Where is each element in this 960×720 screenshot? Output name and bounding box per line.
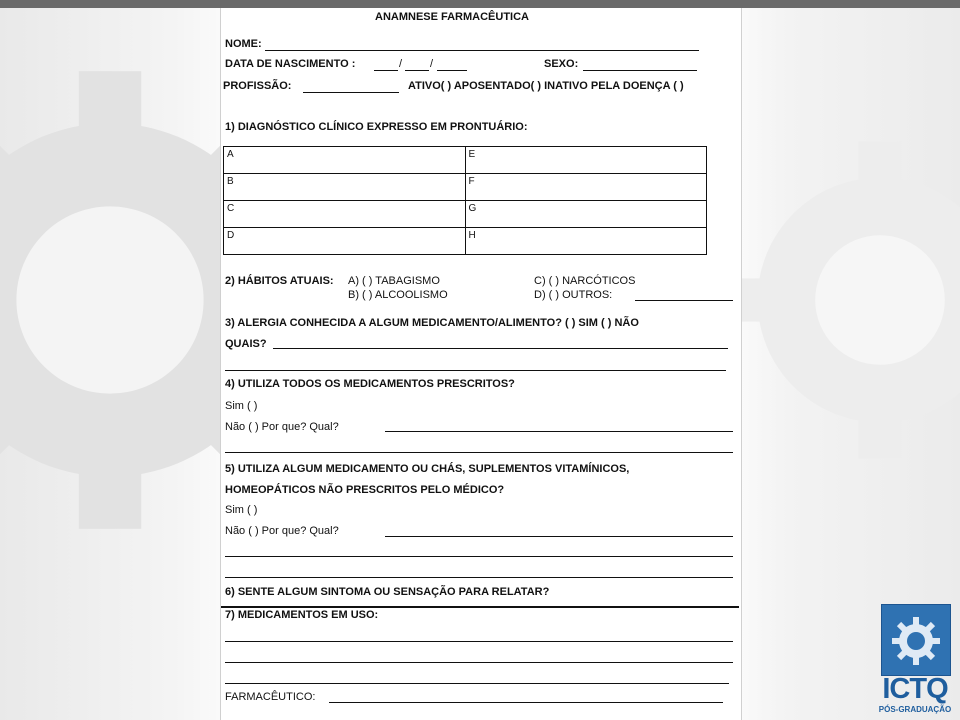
sexo-field[interactable] xyxy=(583,70,697,71)
q3-alergia: 3) ALERGIA CONHECIDA A ALGUM MEDICAMENTO/ALIMENTO? ( ) SIM ( ) NÃO xyxy=(225,317,639,329)
nome-label: NOME: xyxy=(225,38,262,50)
birth-day-field[interactable] xyxy=(374,70,398,71)
quais-label: QUAIS? xyxy=(225,338,267,350)
logo-emblem xyxy=(881,604,951,676)
diag-cell-g[interactable]: G xyxy=(465,201,707,228)
medicamentos-field[interactable] xyxy=(225,662,733,663)
top-bar xyxy=(0,0,960,8)
q2-option-d[interactable]: D) ( ) OUTROS: xyxy=(534,289,613,301)
status-options[interactable]: ATIVO( ) APOSENTADO( ) INATIVO PELA DOENÇA ( ) xyxy=(408,80,684,92)
section-divider xyxy=(221,606,739,608)
q5-line1: 5) UTILIZA ALGUM MEDICAMENTO OU CHÁS, SUPLEMENTOS VITAMÍNICOS, xyxy=(225,463,630,475)
q5-reason-field[interactable] xyxy=(385,536,733,537)
q6-sintoma: 6) SENTE ALGUM SINTOMA OU SENSAÇÃO PARA RELATAR? xyxy=(225,586,550,598)
q5-line2: HOMEOPÁTICOS NÃO PRESCRITOS PELO MÉDICO? xyxy=(225,484,505,496)
q5-reason-field-extra[interactable] xyxy=(225,577,733,578)
profissao-field[interactable] xyxy=(303,92,399,93)
q5-nao-option[interactable]: Não ( ) Por que? Qual? xyxy=(225,525,339,537)
farmaceutico-label: FARMACÊUTICO: xyxy=(225,691,316,703)
q4-sim-option[interactable]: Sim ( ) xyxy=(225,400,258,412)
q5-reason-field-extra[interactable] xyxy=(225,556,733,557)
diagnosis-table xyxy=(223,146,707,255)
medicamentos-field[interactable] xyxy=(225,641,733,642)
q4-reason-field-extra[interactable] xyxy=(225,452,733,453)
quais-field[interactable] xyxy=(273,348,728,349)
q7-medicamentos-em-uso: 7) MEDICAMENTOS EM USO: xyxy=(225,609,379,621)
q5-sim-option[interactable]: Sim ( ) xyxy=(225,504,258,516)
diag-cell-b[interactable]: B xyxy=(224,174,466,201)
ictq-logo xyxy=(877,604,953,716)
birth-month-field[interactable] xyxy=(405,70,429,71)
profissao-label: PROFISSÃO: xyxy=(223,80,292,92)
q2-option-b[interactable]: B) ( ) ALCOOLISMO xyxy=(348,289,448,301)
anamnese-form: ANAMNESE FARMACÊUTICA NOME: DATA DE NASCIMENTO : / / SEXO: PROFISSÃO: ATIVO( ) APOSENTADO( ) INATIVO PELA DOENÇA ( ) 1) DIAGNÓSTICO CLÍNICO EXPRESSO EM PRONTUÁRIO: A E B F C G D H 2) HÁBITOS ATUAIS: A) ( ) TABAGISMO B) ( ) ALCOOLISMO C) ( ) NARCÓTICOS D) ( ) OUTROS: 3) ALERGIA CONHECIDA A ALGUM MEDICAMENTO/ALIMENTO? ( ) SIM ( ) NÃO QUAIS? 4) UTILIZA TODOS OS MEDICAMENTOS PRESCRITOS? Sim ( ) Não ( ) Por que? Qual? 5) UTILIZA ALGUM MEDICAMENTO OU CHÁS, SUPLEMENTOS VITAMÍNICOS, HOMEOPÁTICOS NÃO PRESCRITOS PELO MÉDICO? Sim ( ) Não ( ) Por que? Qual? 6) SENTE ALGUM SINTOMA OU SENSAÇÃO PARA RELATAR? 7) MEDICAMENTOS EM USO: FARMACÊUTICO: xyxy=(220,8,742,720)
diag-cell-h[interactable]: H xyxy=(465,228,707,255)
logo-name: ICTQ xyxy=(882,673,948,705)
nascimento-label: DATA DE NASCIMENTO : xyxy=(225,58,356,70)
diag-cell-d[interactable]: D xyxy=(224,228,466,255)
medicamentos-field[interactable] xyxy=(225,683,729,684)
nome-field[interactable] xyxy=(265,50,699,51)
diag-cell-a[interactable]: A xyxy=(224,147,466,174)
form-title: ANAMNESE FARMACÊUTICA xyxy=(375,11,529,23)
diag-cell-f[interactable]: F xyxy=(465,174,707,201)
q4-medicamentos-prescritos: 4) UTILIZA TODOS OS MEDICAMENTOS PRESCRITOS? xyxy=(225,378,515,390)
q2-option-c[interactable]: C) ( ) NARCÓTICOS xyxy=(534,275,636,287)
logo-subtitle: PÓS-GRADUAÇÃO xyxy=(878,705,952,714)
q4-nao-option[interactable]: Não ( ) Por que? Qual? xyxy=(225,421,339,433)
diag-cell-e[interactable]: E xyxy=(465,147,707,174)
q1-diagnostico: 1) DIAGNÓSTICO CLÍNICO EXPRESSO EM PRONTUÁRIO: xyxy=(225,121,528,133)
diag-cell-c[interactable]: C xyxy=(224,201,466,228)
outros-field[interactable] xyxy=(635,300,733,301)
gear-icon xyxy=(882,605,950,675)
q4-reason-field[interactable] xyxy=(385,431,733,432)
sexo-label: SEXO: xyxy=(544,58,579,70)
q2-option-a[interactable]: A) ( ) TABAGISMO xyxy=(348,275,440,287)
birth-year-field[interactable] xyxy=(437,70,467,71)
q2-habitos: 2) HÁBITOS ATUAIS: xyxy=(225,275,334,287)
farmaceutico-field[interactable] xyxy=(329,702,723,703)
quais-field-extra[interactable] xyxy=(225,370,726,371)
